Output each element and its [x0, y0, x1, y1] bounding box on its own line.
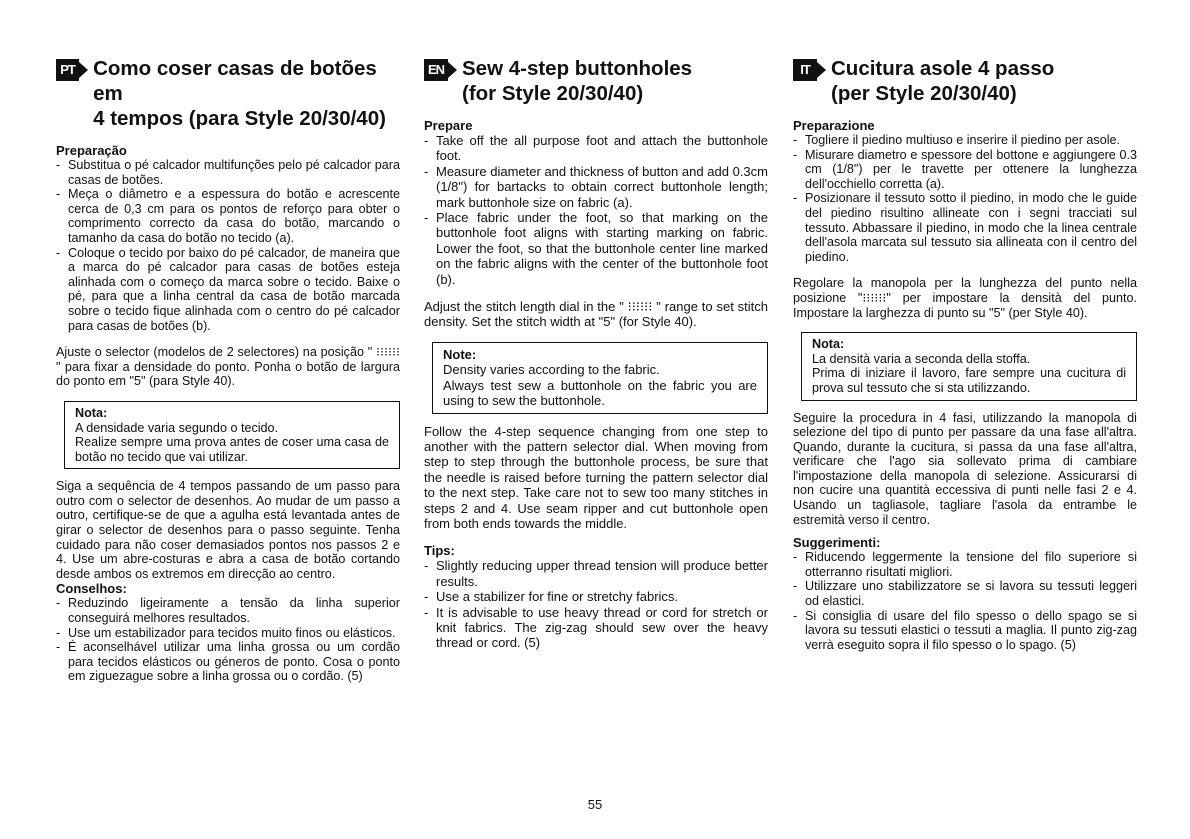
tips-heading: Conselhos: — [56, 581, 127, 597]
portuguese-column — [56, 56, 400, 684]
sequence-paragraph: Follow the 4-step sequence changing from one step to another with the pattern selector dial. When moving from step to step through the buttonhole process, be sure that the needle is raised before turning the pattern selector dial to the next step. Take care not to sew too many stitches in steps 2 and 4. Use seam ripper and cut buttonhole open from both ends towards the middle. — [424, 423, 768, 531]
list-item: - É aconselhável utilizar uma linha grossa ou um cordão para tecidos elásticos ou géneros de ponto. Cosa o ponto em ziguezague sobre a linha grossa ou o cordão. (5) — [56, 640, 400, 684]
prepare-heading: Preparação — [56, 143, 127, 158]
language-badge-pt: PT — [56, 59, 79, 81]
list-item: - Place fabric under the foot, so that marking on the buttonhole foot aligns with starting marking on fabric. Lower the foot, so that the buttonhole center line marked on the fabric aligns with the center of the buttonhole foot (b). — [424, 210, 768, 287]
note-heading: Nota: — [812, 337, 845, 352]
note-line: A densidade varia segundo o tecido. — [75, 420, 279, 435]
english-column — [424, 56, 768, 651]
note-line: Prima di iniziare il lavoro, fare sempre una cucitura di prova sul tessuto che si sta utilizzando. — [812, 366, 1126, 395]
adjust-paragraph: Adjust the stitch length dial in the " ⁝⁝⁝⁝⁝⁝ " range to set stitch density. Set the stitch width at "5" (for Style 40). — [424, 299, 768, 330]
language-badge-it: IT — [793, 59, 817, 81]
list-item: - Posizionare il tessuto sotto il piedino, in modo che le guide del piedino risultino allineate con i segni tracciati sul tessuto. Abbassare il piedino, in modo che la linea centrale dell'asola marcata sul tessuto sia allineata con il centro del piedino. — [793, 191, 1137, 264]
note-box — [64, 401, 400, 469]
adjust-paragraph: Ajuste o selector (modelos de 2 selectores) na posição " ⁝⁝⁝⁝⁝⁝ " para fixar a densidade do ponto. Ponha o botão de largura do ponto em "5" (para Style 40). — [56, 345, 400, 389]
list-item: - Togliere il piedino multiuso e inserire il piedino per asole. — [793, 133, 1137, 148]
list-item: - Substitua o pé calcador multifunções pelo pé calcador para casas de botões. — [56, 158, 400, 187]
page-number: 55 — [587, 797, 603, 812]
note-line: La densità varia a seconda della stoffa. — [812, 351, 1031, 366]
list-item: - Slightly reducing upper thread tension will produce better results. — [424, 558, 768, 589]
list-item: - Meça o diâmetro e a espessura do botão e acrescente cerca de 0,3 cm para os pontos de reforço para obter o comprimento correcto da casa do botão, marcando o tamanho da casa do botão no tecido (a). — [56, 187, 400, 245]
section-title: Sew 4-step buttonholes (for Style 20/30/40) — [462, 57, 693, 105]
note-line: Realize sempre uma prova antes de coser uma casa de botão no tecido que vai utilizar. — [75, 435, 389, 464]
note-line: Always test sew a buttonhole on the fabric you are using to sew the buttonhole. — [443, 377, 757, 409]
prepare-heading: Preparazione — [793, 118, 875, 133]
list-item: - Take off the all purpose foot and attach the buttonhole foot. — [424, 133, 768, 164]
list-item: - It is advisable to use heavy thread or cord for stretch or knit fabrics. The zig-zag should sew over the heavy thread or cord. (5) — [424, 605, 768, 651]
sequence-paragraph: Seguire la procedura in 4 fasi, utilizzando la manopola di selezione del tipo di punto per passare da una fase all'altra. Quando, durante la cucitura, si passa da una fase all'altra, verificare che l'ago sia sollevato prima di cambiare l'impostazione della manopola di selezione. Assicurarsi di non cucire una quantità eccessiva di punti nelle fasi 2 e 4. Usando un tagliasole, tagliare l'asola da entrambe le estremità verso il centro. — [793, 410, 1137, 527]
section-header — [56, 56, 400, 131]
list-item: - Measure diameter and thickness of button and add 0.3cm (1/8") for bartacks to obtain correct buttonhole length; mark buttonhole size on fabric (a). — [424, 164, 768, 210]
sequence-paragraph: Siga a sequência de 4 tempos passando de um passo para outro com o selector de desenhos. Ao mudar de um passo a outro, certifique-se de que a agulha está levantada antes de girar o selector de desenhos para o passo seguinte. Tenha cuidado para não coser demasiados pontos nos passos 2 e 4. Use um abre-costuras e abra a casa de botão cortando desde ambos os extremos em direcção ao centro. — [56, 479, 400, 581]
list-item: - Reduzindo ligeiramente a tensão da linha superior conseguirá melhores resultados. — [56, 596, 400, 625]
note-heading: Note: — [443, 346, 477, 362]
note-box — [801, 332, 1137, 400]
tips-list — [56, 596, 400, 684]
prepare-list — [424, 133, 768, 287]
list-item: - Si consiglia di usare del filo spesso o dello spago se si lavora su tessuti elastici o tessuti a maglia. Il punto zig-zag verrà eseguito sopra il filo spesso o lo spago. (5) — [793, 609, 1137, 653]
list-item: - Utilizzare uno stabilizzatore se si lavora su tessuti leggeri od elastici. — [793, 579, 1137, 608]
note-heading: Nota: — [75, 405, 108, 420]
note-line: Density varies according to the fabric. — [443, 362, 660, 378]
list-item: - Coloque o tecido por baixo do pé calcador, de maneira que a marca do pé calcador para casas de botões esteja alinhada com o começo da marca sobre o tecido. Baixe o pé, para que a linha central da casa de botão marcada sobre o tecido fique alinhada com o centro do pé calcador para casas de botões (b). — [56, 246, 400, 334]
tips-list — [793, 550, 1137, 652]
list-item: - Use um estabilizador para tecidos muito finos ou elásticos. — [56, 626, 400, 641]
section-title: Como coser casas de botões em 4 tempos (para Style 20/30/40) — [93, 57, 386, 130]
tips-heading: Tips: — [424, 543, 455, 559]
section-header — [424, 56, 768, 106]
tips-list — [424, 558, 768, 650]
list-item: - Use a stabilizer for fine or stretchy fabrics. — [424, 589, 768, 604]
prepare-list — [793, 133, 1137, 264]
language-badge-en: EN — [424, 59, 448, 81]
note-box — [432, 342, 768, 414]
prepare-heading: Prepare — [424, 118, 473, 133]
section-header — [793, 56, 1137, 106]
list-item: - Riducendo leggermente la tensione del filo superiore si otterranno risultati migliori. — [793, 550, 1137, 579]
section-title: Cucitura asole 4 passo (per Style 20/30/40) — [831, 57, 1055, 105]
italian-column — [793, 56, 1137, 652]
prepare-list — [56, 158, 400, 333]
list-item: - Misurare diametro e spessore del bottone e aggiungere 0.3 cm (1/8") per le travette per ottenere la lunghezza dell'occhiello corretta (a). — [793, 148, 1137, 192]
tips-heading: Suggerimenti: — [793, 535, 881, 551]
adjust-paragraph: Regolare la manopola per la lunghezza del punto nella posizione "⁝⁝⁝⁝⁝⁝" per impostare la densità del punto. Impostare la larghezza di punto su "5" (per Style 40). — [793, 276, 1137, 320]
